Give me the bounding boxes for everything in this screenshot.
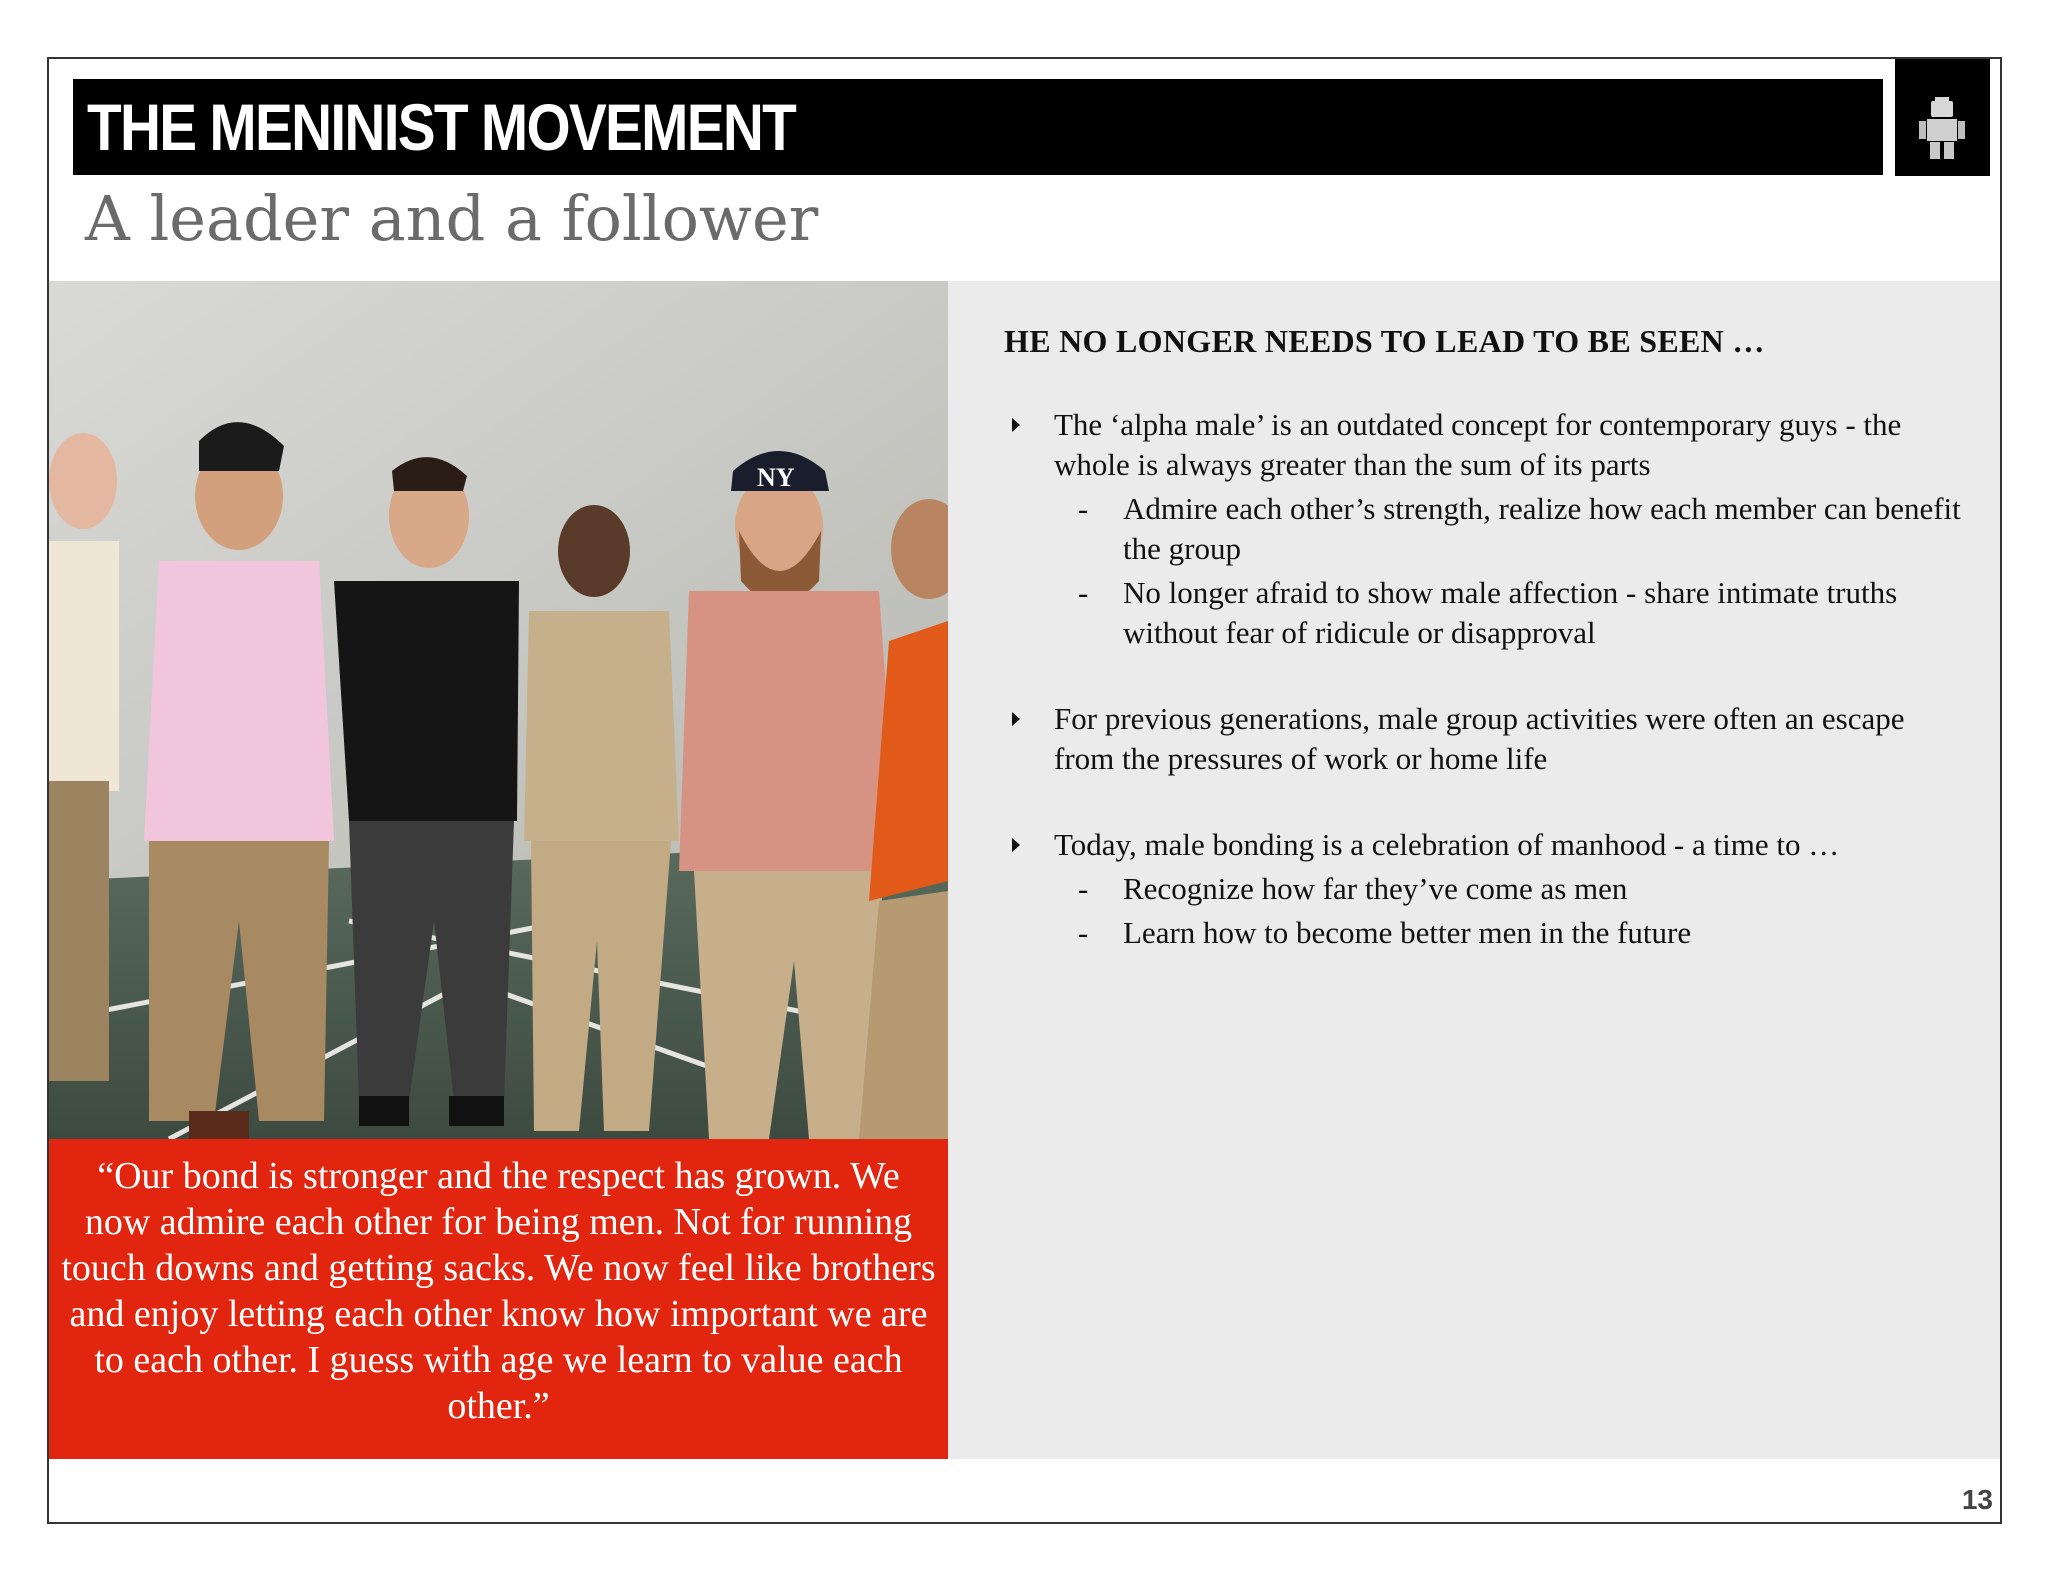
sub-item <box>1054 489 1964 569</box>
bullet-text: For previous generations, male group activities were often an escape from the pressures of work or home life <box>1054 701 1905 776</box>
title-bar <box>73 79 1883 175</box>
dash-marker: - <box>1078 871 1089 906</box>
dash-marker: - <box>1078 915 1089 950</box>
triangle-bullet-icon <box>1012 418 1020 432</box>
sub-item <box>1054 869 1964 909</box>
group-photo <box>49 281 948 1139</box>
page-number: 13 <box>1961 1484 1993 1515</box>
triangle-bullet-icon <box>1012 712 1020 726</box>
slide <box>47 57 2002 1524</box>
sub-item-text: Learn how to become better men in the future <box>1123 915 1692 950</box>
sub-item-text: Admire each other’s strength, realize how each member can benefit the group <box>1123 491 1961 566</box>
slide-title: THE MENINIST MOVEMENT <box>87 90 796 164</box>
sub-item-text: No longer afraid to show male affection - share intimate truths without fear of ridicule or disapproval <box>1123 575 1898 650</box>
quote-text: “Our bond is stronger and the respect has grown. We now admire each other for being men. Not for running touch downs and getting sacks. We now feel like brothers and enjoy letting each other know how important we are to each other. I guess with age we learn to value each other.” <box>61 1155 936 1427</box>
robot-figure-icon <box>1919 97 1965 159</box>
bullet-item <box>1004 825 1964 953</box>
dash-marker: - <box>1078 575 1089 610</box>
sub-item <box>1054 913 1964 953</box>
content-body <box>1004 321 1964 999</box>
bullet-text: The ‘alpha male’ is an outdated concept for contemporary guys - the whole is always greater than the sum of its parts <box>1054 407 1902 482</box>
quote-box <box>49 1139 948 1459</box>
triangle-bullet-icon <box>1012 838 1020 852</box>
bullet-text: Today, male bonding is a celebration of manhood - a time to … <box>1054 827 1840 862</box>
slide-subtitle: A leader and a follower <box>85 182 819 255</box>
bullet-item <box>1004 699 1964 779</box>
sub-item <box>1054 573 1964 653</box>
dash-marker: - <box>1078 491 1089 526</box>
content-heading: HE NO LONGER NEEDS TO LEAD TO BE SEEN … <box>1004 323 1765 359</box>
logo <box>1895 59 1990 176</box>
bullet-item <box>1004 405 1964 653</box>
cap-text: NY <box>757 463 795 492</box>
sub-item-text: Recognize how far they’ve come as men <box>1123 871 1628 906</box>
